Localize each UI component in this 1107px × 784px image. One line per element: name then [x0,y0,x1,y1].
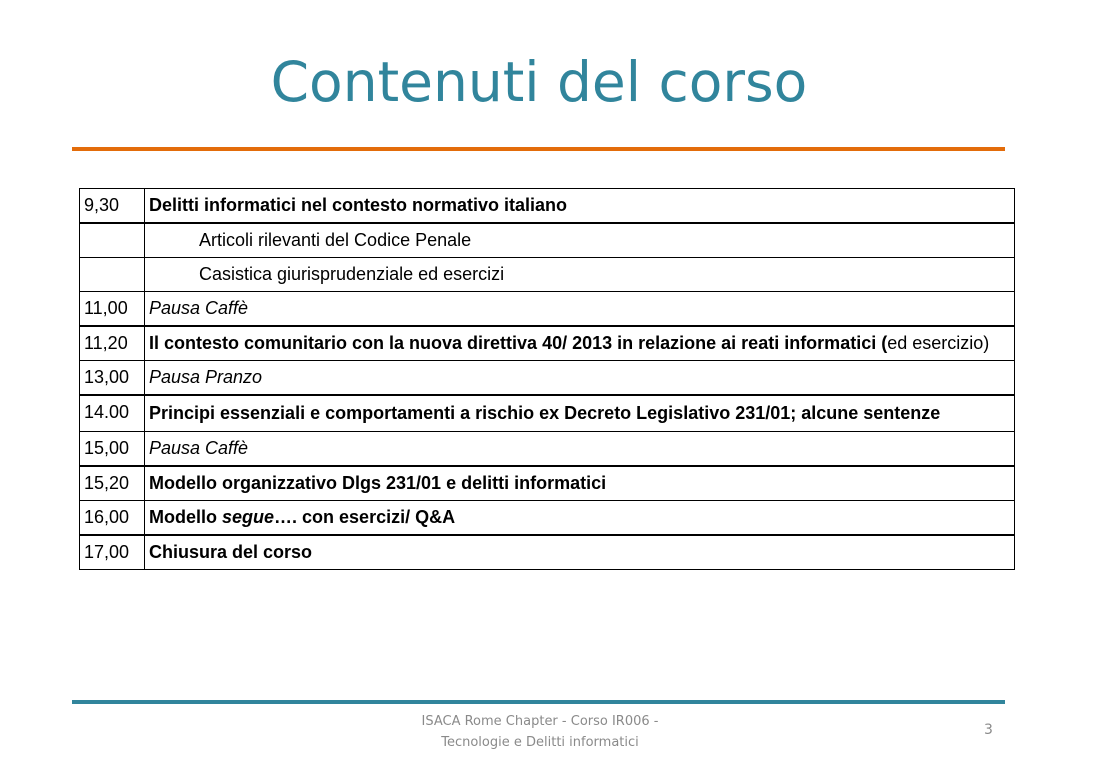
table-row [80,189,1015,224]
page-number: 3 [984,722,993,738]
topic-text-c: …. con esercizi/ Q&A [274,507,456,527]
table-row [80,501,1015,536]
topic-cell [145,223,1015,258]
topic-cell [145,258,1015,292]
table-row [80,361,1015,396]
schedule-table [79,188,1015,570]
footer-line-2: Tecnologie e Delitti informatici [441,735,639,750]
time-cell: 13,00 [80,361,145,396]
topic-cell: Modello organizzativo Dlgs 231/01 e delitti informatici [145,466,1015,501]
topic-text-plain: ed esercizio) [887,333,990,353]
table-row [80,432,1015,467]
time-cell [80,223,145,258]
title-divider [72,147,1005,151]
footer-divider [72,700,1005,704]
slide-footer [380,711,700,753]
topic-cell: Pausa Caffè [145,292,1015,327]
topic-text: Articoli rilevanti del Codice Penale [199,230,472,250]
time-cell: 15,00 [80,432,145,467]
table-row [80,223,1015,258]
time-cell: 9,30 [80,189,145,224]
topic-cell: Principi essenziali e comportamenti a rischio ex Decreto Legislativo 231/01; alcune sentenze [145,395,1015,432]
table-row [80,535,1015,570]
topic-cell: Pausa Caffè [145,432,1015,467]
table-row [80,258,1015,292]
time-cell [80,258,145,292]
table-row [80,326,1015,361]
topic-cell [145,326,1015,361]
topic-text-b: segue [222,507,275,527]
time-cell: 11,20 [80,326,145,361]
table-row [80,466,1015,501]
footer-line-1: ISACA Rome Chapter - Corso IR006 - [421,714,659,729]
topic-text-a: Modello [149,507,222,527]
time-cell: 14.00 [80,395,145,432]
table-row [80,292,1015,327]
time-cell: 17,00 [80,535,145,570]
slide-title: Contenuti del corso [270,50,808,114]
topic-text: Casistica giurisprudenziale ed esercizi [199,264,505,284]
time-cell: 15,20 [80,466,145,501]
time-cell: 11,00 [80,292,145,327]
time-cell: 16,00 [80,501,145,536]
table-row [80,395,1015,432]
topic-cell [145,501,1015,536]
topic-cell: Delitti informatici nel contesto normativo italiano [145,189,1015,224]
topic-cell: Pausa Pranzo [145,361,1015,396]
topic-text-bold: Il contesto comunitario con la nuova direttiva 40/ 2013 in relazione ai reati informatici ( [149,333,888,353]
topic-cell: Chiusura del corso [145,535,1015,570]
